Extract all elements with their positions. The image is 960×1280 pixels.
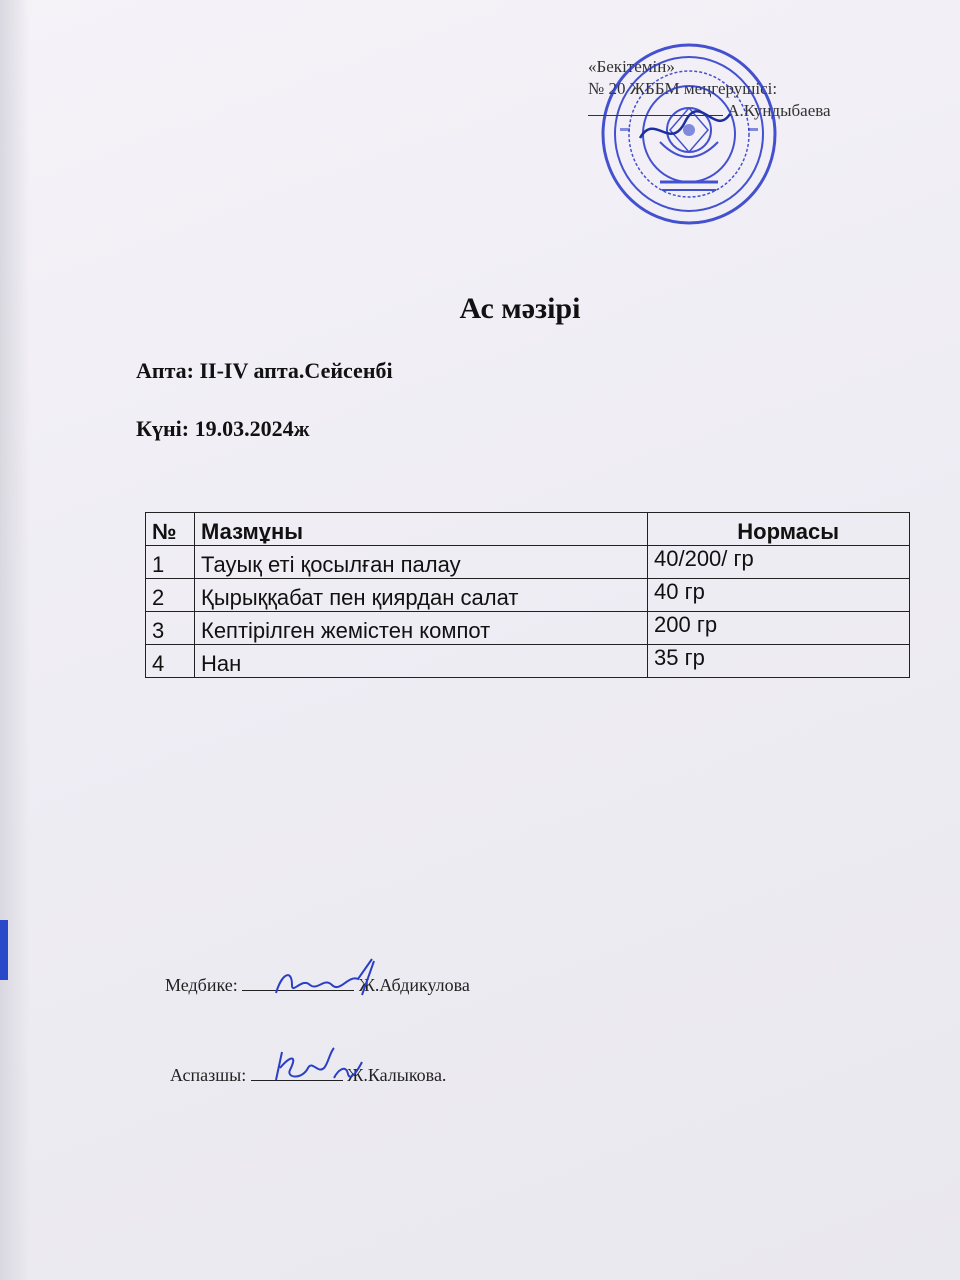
official-seal-stamp xyxy=(600,42,778,226)
cook-label: Аспазшы: xyxy=(170,1065,247,1085)
page-edge-shadow xyxy=(0,0,30,1280)
approval-line-1: «Бекітемін» xyxy=(588,57,675,76)
document-title: Ас мәзірі xyxy=(459,292,581,325)
header-content: Мазмұны xyxy=(195,513,648,546)
table-row xyxy=(146,546,910,579)
cook-name: Ж.Калыкова. xyxy=(347,1065,447,1085)
week-line: Апта: II-IV апта.Сейсенбі xyxy=(136,358,393,383)
date-line: Күні: 19.03.2024ж xyxy=(136,416,310,441)
row-content: Нан xyxy=(195,645,648,678)
row-no: 4 xyxy=(146,645,195,678)
row-norm: 40 гр xyxy=(648,579,910,612)
nurse-name: Ж.Абдикулова xyxy=(358,975,470,995)
table-row xyxy=(146,612,910,645)
row-no: 2 xyxy=(146,579,195,612)
row-content: Қырыққабат пен қиярдан салат xyxy=(195,579,648,612)
nurse-label: Медбике: xyxy=(165,975,238,995)
cook-handwritten-signature xyxy=(268,1040,368,1090)
row-norm: 40/200/ гр xyxy=(648,546,910,579)
table-row xyxy=(146,645,910,678)
menu-table xyxy=(145,512,910,678)
approval-line-2: № 20 ЖББМ меңгерушісі: xyxy=(588,79,778,98)
nurse-handwritten-signature xyxy=(262,955,382,1005)
table-header-row xyxy=(146,513,910,546)
background-blue-strip xyxy=(0,920,8,980)
row-no: 1 xyxy=(146,546,195,579)
row-norm: 35 гр xyxy=(648,645,910,678)
header-norm: Нормасы xyxy=(648,513,910,546)
header-no: № xyxy=(146,513,195,546)
table-row xyxy=(146,579,910,612)
row-no: 3 xyxy=(146,612,195,645)
row-content: Кептірілген жемістен компот xyxy=(195,612,648,645)
row-content: Тауық еті қосылған палау xyxy=(195,546,648,579)
approval-name: А.Кундыбаева xyxy=(727,101,831,120)
row-norm: 200 гр xyxy=(648,612,910,645)
